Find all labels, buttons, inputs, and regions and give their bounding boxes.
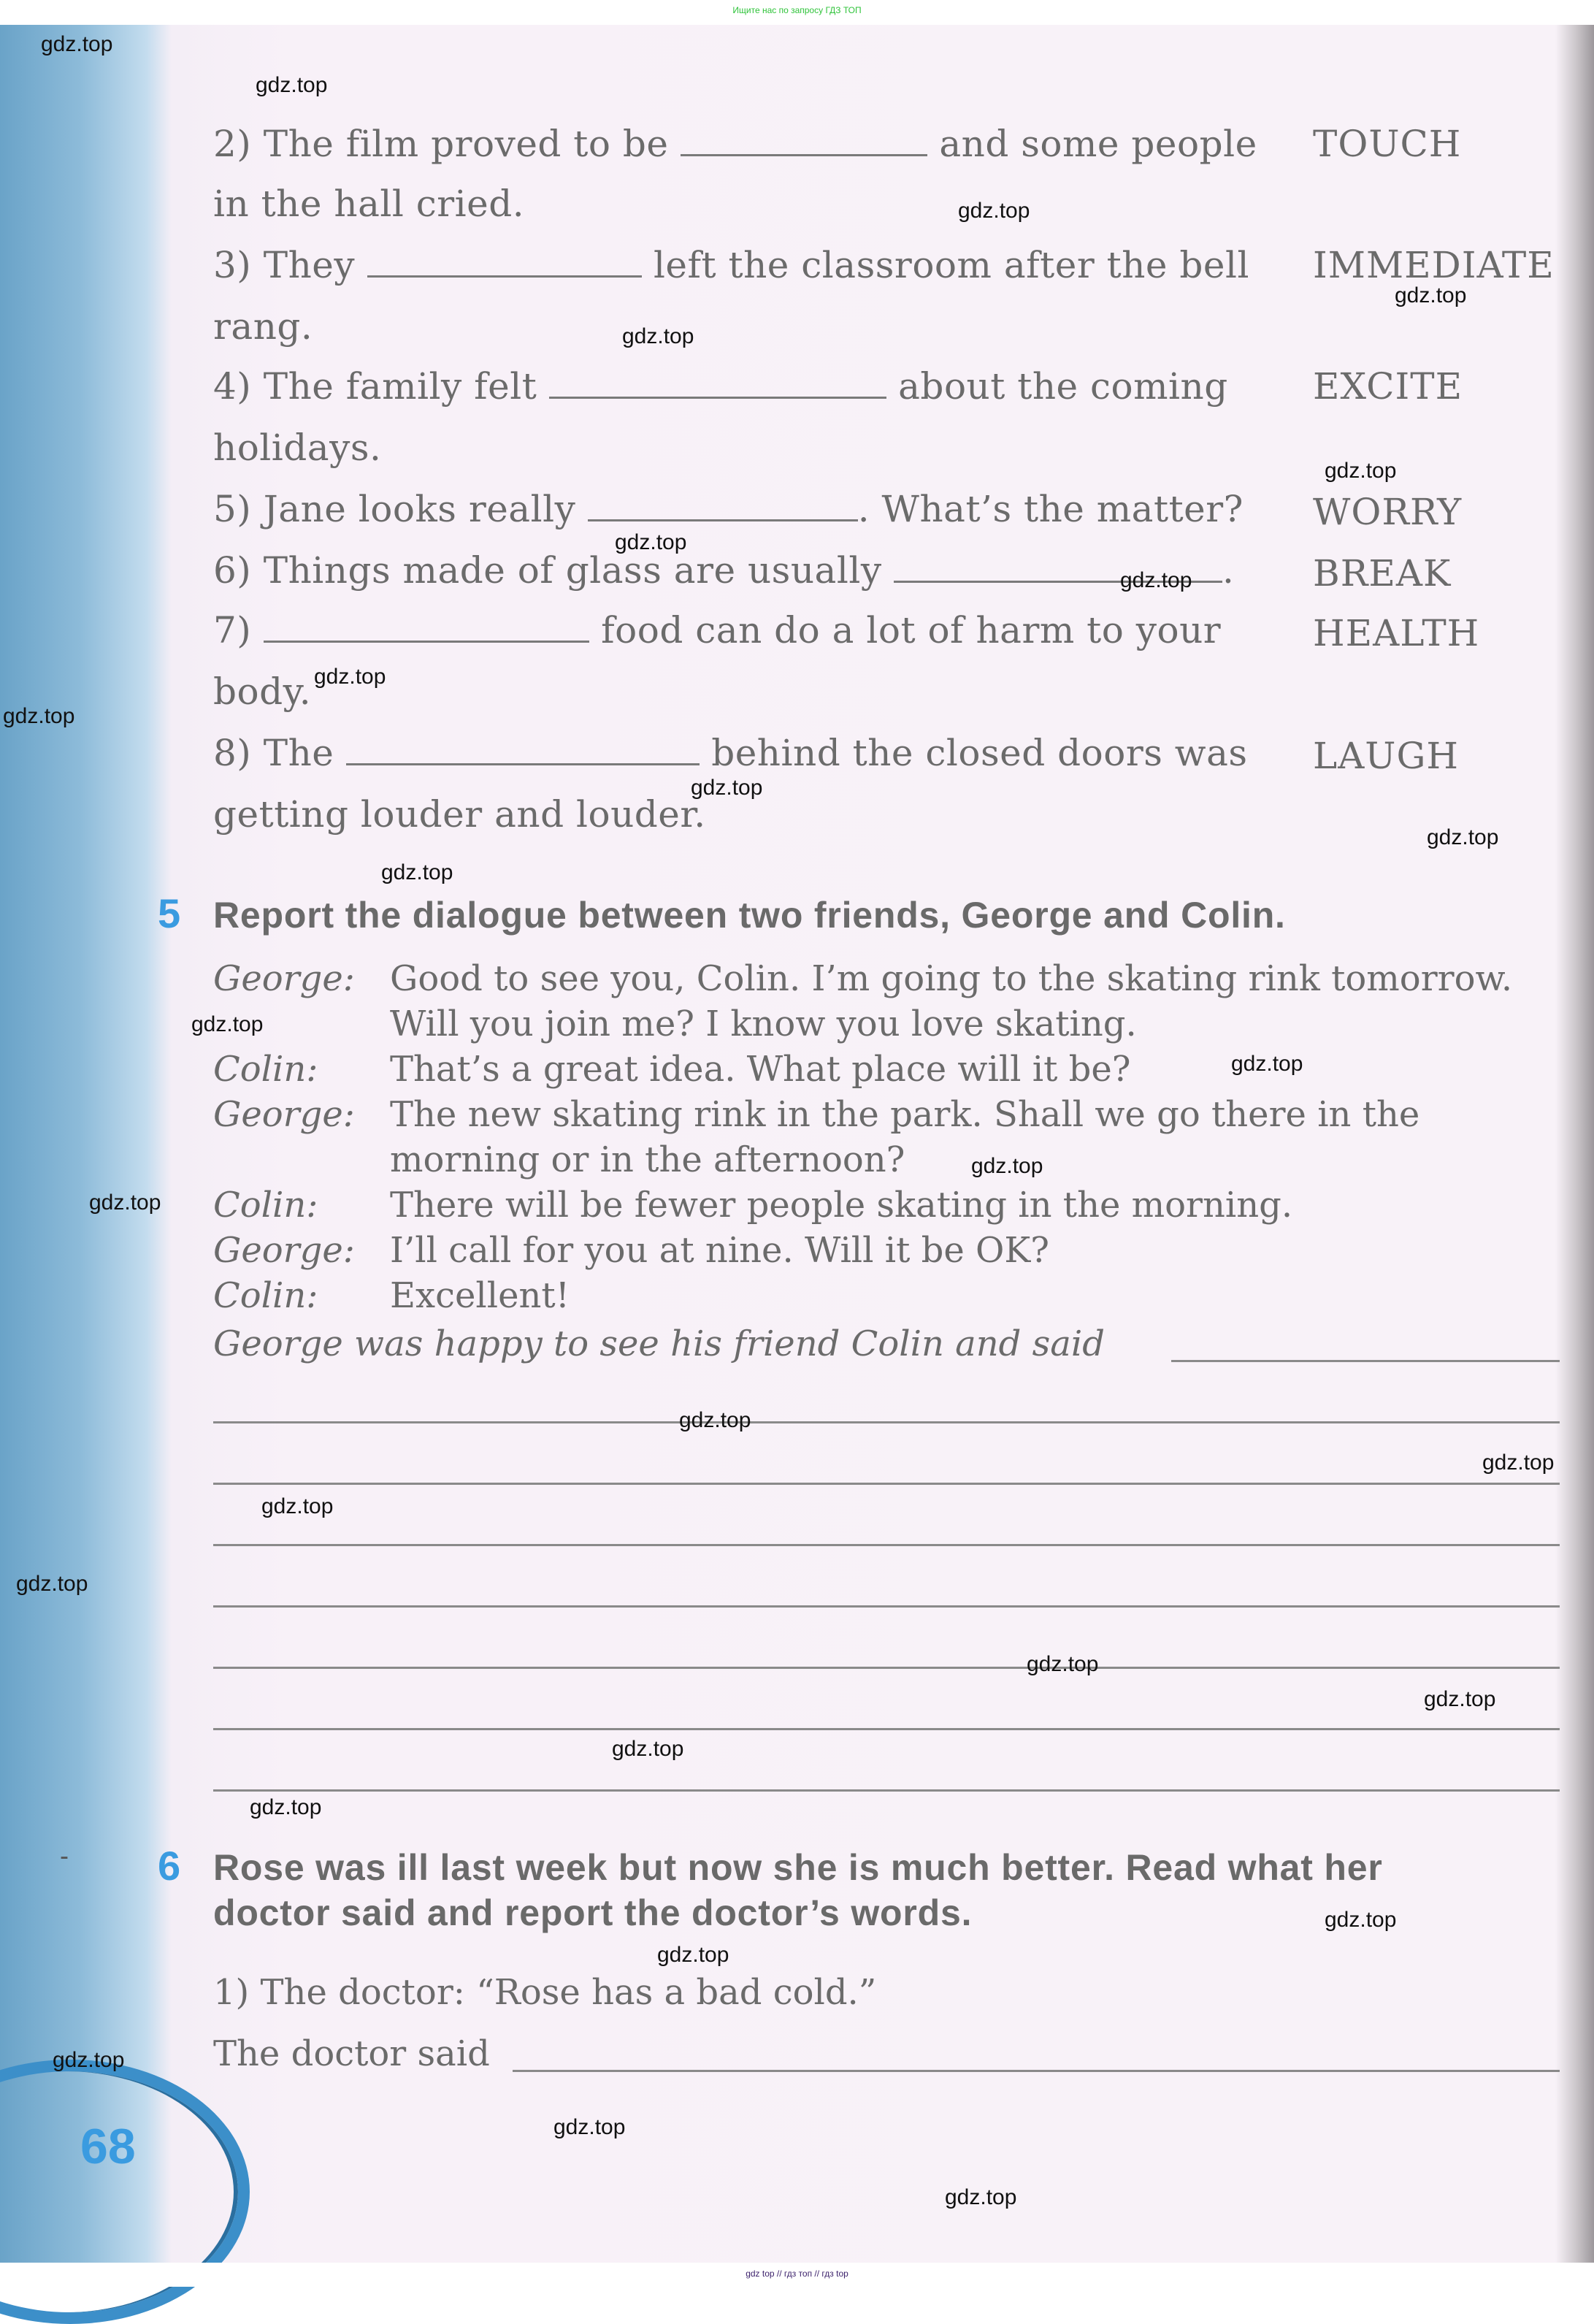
answer-blank[interactable] bbox=[264, 611, 589, 643]
keyword-touch: TOUCH bbox=[1313, 123, 1462, 165]
watermark: gdz.top bbox=[622, 324, 694, 348]
speaker-label: Colin: bbox=[213, 1275, 318, 1316]
watermark: gdz.top bbox=[1325, 459, 1397, 483]
watermark: gdz.top bbox=[3, 704, 75, 728]
answer-line[interactable] bbox=[213, 1789, 1560, 1792]
answer-line[interactable] bbox=[1171, 1360, 1560, 1362]
keyword-laugh: LAUGH bbox=[1313, 735, 1459, 777]
watermark: gdz.top bbox=[1427, 825, 1499, 849]
bottom-banner: gdz top // гдз топ // гдз top bbox=[0, 2263, 1594, 2287]
answer-line[interactable] bbox=[213, 1421, 1560, 1423]
exercise-title-line-1: Rose was ill last week but now she is much better. Read what her bbox=[213, 1847, 1383, 1888]
ex6-item-1: 1) The doctor: “Rose has a bad cold.” bbox=[213, 1972, 877, 2013]
answer-line[interactable] bbox=[213, 1667, 1560, 1669]
ex4-item-4: 4) The family felt about the coming bbox=[213, 365, 1228, 408]
speaker-label: George: bbox=[213, 1094, 355, 1135]
ex4-item-7-continuation: body. bbox=[213, 670, 312, 713]
watermark: gdz.top bbox=[41, 32, 113, 56]
answer-line[interactable] bbox=[213, 1728, 1560, 1730]
margin-dash: - bbox=[60, 1841, 69, 1870]
answer-blank[interactable] bbox=[549, 367, 886, 399]
watermark: gdz.top bbox=[381, 860, 453, 884]
dialogue-line: Excellent! bbox=[390, 1275, 570, 1316]
ex4-item-6: 6) Things made of glass are usually . bbox=[213, 549, 1235, 592]
speaker-label: Colin: bbox=[213, 1185, 318, 1226]
ex4-item-7: 7) food can do a lot of harm to your bbox=[213, 609, 1222, 651]
watermark: gdz.top bbox=[1395, 283, 1467, 307]
dialogue-line: I’ll call for you at nine. Will it be OK? bbox=[390, 1230, 1049, 1271]
page-number: 68 bbox=[80, 2119, 136, 2174]
watermark: gdz.top bbox=[1120, 568, 1192, 592]
ex4-item-8: 8) The behind the closed doors was bbox=[213, 732, 1248, 774]
ex4-item-2: 2) The film proved to be and some people bbox=[213, 123, 1257, 165]
exercise-number: 5 bbox=[158, 890, 181, 936]
dialogue-line: There will be fewer people skating in the morning. bbox=[390, 1185, 1293, 1226]
watermark: gdz.top bbox=[657, 1943, 729, 1967]
ex4-item-3-continuation: rang. bbox=[213, 305, 313, 348]
watermark: gdz.top bbox=[16, 1572, 88, 1596]
exercise-title-line-2: doctor said and report the doctor’s words. bbox=[213, 1892, 973, 1933]
answer-blank[interactable] bbox=[681, 125, 927, 156]
dialogue-line: morning or in the afternoon? bbox=[390, 1139, 905, 1180]
watermark: gdz.top bbox=[945, 2185, 1017, 2209]
watermark: gdz.top bbox=[1424, 1687, 1496, 1711]
ex4-item-5: 5) Jane looks really . What’s the matter? bbox=[213, 488, 1244, 530]
watermark: gdz.top bbox=[553, 2115, 626, 2139]
answer-line[interactable] bbox=[213, 1605, 1560, 1608]
watermark: gdz.top bbox=[53, 2048, 125, 2072]
watermark: gdz.top bbox=[679, 1408, 751, 1432]
speaker-label: George: bbox=[213, 1230, 355, 1271]
ex4-item-2-continuation: in the hall cried. bbox=[213, 183, 525, 225]
ex6-item-1-prompt: The doctor said bbox=[213, 2033, 490, 2074]
dialogue-line: That’s a great idea. What place will it be? bbox=[390, 1049, 1131, 1090]
speaker-label: Colin: bbox=[213, 1049, 318, 1090]
keyword-immediate: IMMEDIATE bbox=[1313, 244, 1555, 286]
answer-blank[interactable] bbox=[588, 490, 858, 521]
watermark: gdz.top bbox=[1231, 1052, 1303, 1076]
watermark: gdz.top bbox=[1027, 1652, 1099, 1676]
watermark: gdz.top bbox=[314, 665, 386, 689]
exercise-title: Report the dialogue between two friends, George and Colin. bbox=[213, 895, 1286, 936]
watermark: gdz.top bbox=[1325, 1908, 1397, 1932]
watermark: gdz.top bbox=[261, 1494, 334, 1518]
exercise-number: 6 bbox=[158, 1843, 181, 1889]
watermark: gdz.top bbox=[256, 73, 328, 97]
watermark: gdz.top bbox=[191, 1012, 264, 1036]
ex4-item-8-continuation: getting louder and louder. bbox=[213, 793, 706, 836]
watermark: gdz.top bbox=[971, 1154, 1043, 1178]
watermark: gdz.top bbox=[250, 1795, 322, 1819]
watermark: gdz.top bbox=[958, 199, 1030, 223]
speaker-label: George: bbox=[213, 958, 355, 999]
watermark: gdz.top bbox=[89, 1190, 161, 1215]
report-prompt: George was happy to see his friend Colin and said bbox=[213, 1323, 1105, 1364]
answer-line[interactable] bbox=[513, 2070, 1560, 2072]
ex4-item-4-continuation: holidays. bbox=[213, 427, 382, 469]
watermark: gdz.top bbox=[691, 776, 763, 800]
keyword-worry: WORRY bbox=[1313, 491, 1463, 533]
dialogue-line: Good to see you, Colin. I’m going to the skating rink tomorrow. bbox=[390, 958, 1513, 999]
dialogue-line: Will you join me? I know you love skating. bbox=[390, 1004, 1137, 1044]
watermark: gdz.top bbox=[615, 530, 687, 554]
keyword-break: BREAK bbox=[1313, 552, 1452, 595]
watermark: gdz.top bbox=[612, 1737, 684, 1761]
watermark: gdz.top bbox=[1482, 1450, 1555, 1475]
answer-line[interactable] bbox=[213, 1483, 1560, 1485]
top-banner: Ищите нас по запросу ГДЗ ТОП bbox=[0, 0, 1594, 25]
answer-line[interactable] bbox=[213, 1544, 1560, 1546]
keyword-excite: EXCITE bbox=[1313, 365, 1463, 408]
answer-blank[interactable] bbox=[346, 734, 700, 765]
keyword-health: HEALTH bbox=[1313, 612, 1480, 654]
dialogue-line: The new skating rink in the park. Shall we go there in the bbox=[390, 1094, 1420, 1135]
answer-blank[interactable] bbox=[367, 246, 642, 278]
ex4-item-3: 3) They left the classroom after the bell bbox=[213, 244, 1249, 286]
